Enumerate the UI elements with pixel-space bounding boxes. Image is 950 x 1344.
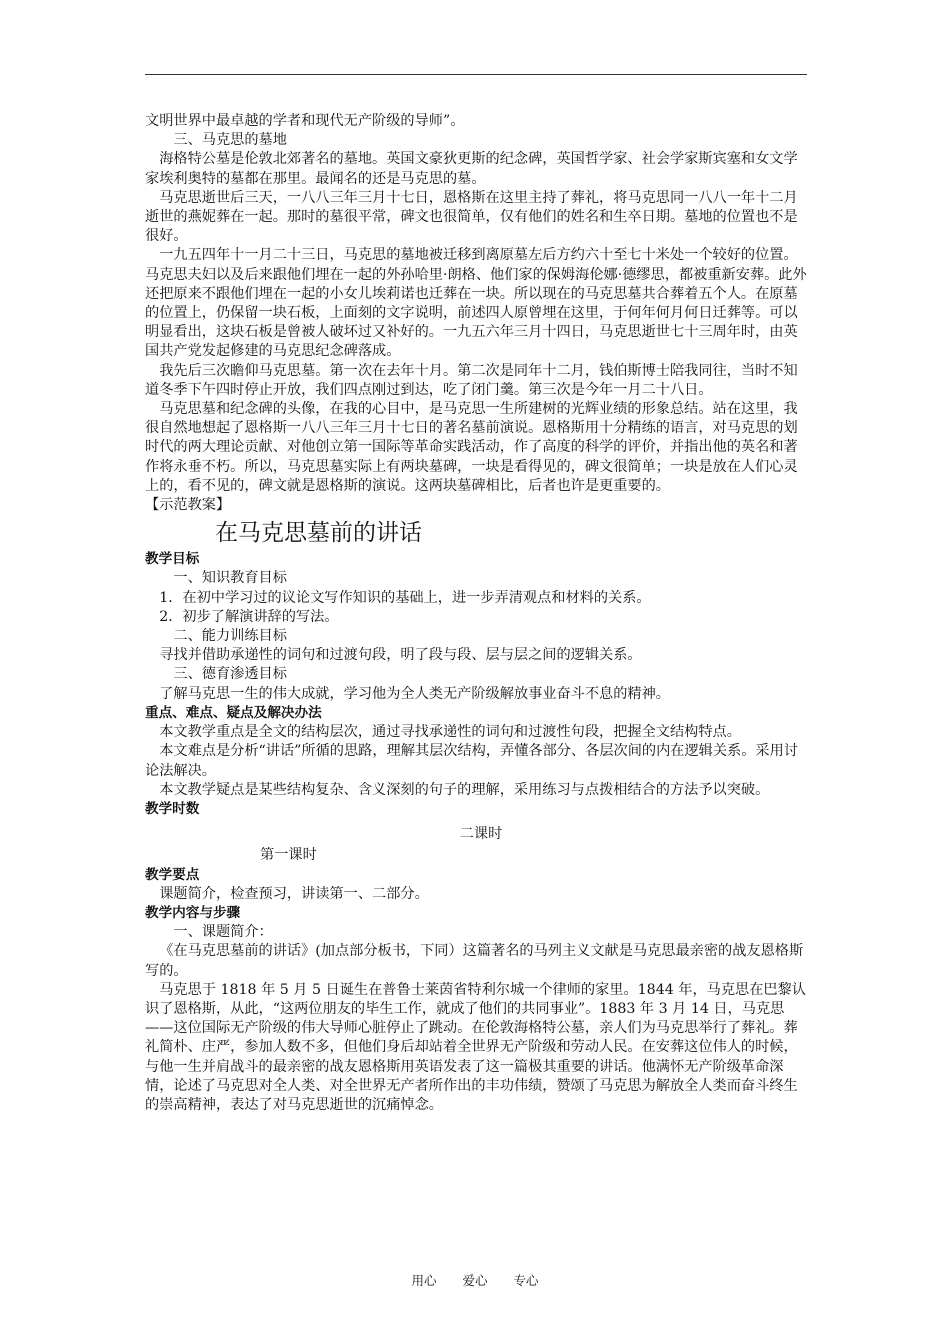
- paragraph: 二课时: [459, 826, 503, 843]
- paragraph: 马克思逝世后三天，一八八三年三月十七日，恩格斯在这里主持了葬礼，将马克思同一八八一年十二月逝世的燕妮葬在一起。那时的墓很平常，碑文也很简单，仅有他们的姓名和生卒日期。墓地的位置也不是很好。: [145, 189, 798, 245]
- section-heading: 教学内容与步骤: [145, 904, 241, 921]
- paragraph: 了解马克思一生的伟大成就，学习他为全人类无产阶级解放事业奋斗不息的精神。: [159, 685, 670, 702]
- paragraph: 《在马克思墓前的讲话》(加点部分板书，下同）这篇著名的马列主义文献是马克思最亲密的战友恩格斯写的。: [145, 943, 804, 979]
- paragraph: 2．初步了解演讲辞的写法。: [159, 608, 339, 625]
- section-heading: 教学要点: [145, 866, 200, 883]
- paragraph: 马克思墓和纪念碑的头像，在我的心目中，是马克思一生所建树的光辉业绩的形象总结。站在这里，我很自然地想起了恩格斯一八八三年三月十七日的著名墓前演说。恩格斯用十分精练的语言，对马克思的划时代的两大理论贡献、对他创立第一国际等革命实践活动，作了高度的科学的评价，并指出他的英名和著作将永垂不朽。所以，马克思墓实际上有两块墓碑，一块是看得见的，碑文很简单；一块是放在人们心灵上的，看不见的，碑文就是恩格斯的演说。这两块墓碑相比，后者也许是更重要的。: [145, 401, 798, 494]
- paragraph: 二、能力训练目标: [173, 628, 287, 645]
- paragraph: 马克思于 1818 年 5 月 5 日诞生在普鲁士莱茵省特利尔城一个律师的家里。1844 年，马克思在巴黎认识了恩格斯，从此，“这两位朋友的毕生工作，就成了他们的共同事业”。1883 年 3 月 14 日，马克思——这位国际无产阶级的伟大导师心脏停止了跳动。在伦敦海格特公墓，亲人们为马克思举行了葬礼。葬礼简朴、庄严，参加人数不多，但他们身后却站着全世界无产阶级和劳动人民。在安葬这位伟人的时候，与他一生并肩战斗的最亲密的战友恩格斯用英语发表了这一篇极其重要的讲话。他满怀无产阶级革命深情，论述了马克思对全人类、对全世界无产者所作出的丰功伟绩，赞颂了马克思为解放全人类而奋斗终生的崇高精神，表达了对马克思逝世的沉痛悼念。: [145, 981, 806, 1113]
- paragraph: 寻找并借助承递性的词句和过渡句段，明了段与段、层与层之间的逻辑关系。: [159, 647, 642, 664]
- paragraph: 本文难点是分析“讲话”所循的思路，理解其层次结构，弄懂各部分、各层次间的内在逻辑关系。采用讨论法解决。: [145, 743, 798, 779]
- section-heading: 重点、难点、疑点及解决办法: [145, 704, 322, 721]
- paragraph: 海格特公墓是伦敦北郊著名的墓地。英国文豪狄更斯的纪念碑，英国哲学家、社会学家斯宾塞和女文学家埃利奥特的墓都在那里。最闻名的还是马克思的墓。: [145, 151, 798, 187]
- paragraph: 课题简介，检查预习，讲读第一、二部分。: [159, 885, 429, 902]
- paragraph: 【示范教案】: [145, 497, 231, 514]
- paragraph: 第一课时: [260, 847, 317, 864]
- paragraph: 三、德育渗透目标: [173, 666, 287, 683]
- paragraph: 1．在初中学习过的议论文写作知识的基础上，进一步弄清观点和材料的关系。: [159, 589, 651, 606]
- paragraph: 文明世界中最卓越的学者和现代无产阶级的导师”。: [145, 113, 465, 129]
- lesson-title: 在马克思墓前的讲话: [215, 520, 422, 547]
- page-footer: 用心 爱心 专心: [411, 1273, 539, 1288]
- paragraph: 本文教学疑点是某些结构复杂、含义深刻的句子的理解，采用练习与点拨相结合的方法予以突破。: [159, 781, 770, 798]
- paragraph: 一、课题简介：: [173, 924, 273, 941]
- header-rule: [145, 74, 807, 75]
- paragraph: 三、马克思的墓地: [173, 132, 287, 149]
- section-heading: 教学目标: [145, 551, 200, 568]
- section-heading: 教学时数: [145, 800, 200, 817]
- paragraph: 本文教学重点是全文的结构层次，通过寻找承递性的词句和过渡性句段，把握全文结构特点。: [159, 724, 741, 741]
- document-body: [145, 112, 807, 1115]
- paragraph: 一、知识教育目标: [173, 570, 287, 587]
- paragraph: 一九五四年十一月二十三日，马克思的墓地被迁移到离原墓左后方约六十至七十米处一个较好的位置。马克思夫妇以及后来跟他们埋在一起的外孙哈里·朗格、他们家的保姆海伦娜·德缪思，都被重新安葬。此外还把原来不跟他们埋在一起的小女儿埃莉诺也迁葬在一块。所以现在的马克思墓共合葬着五个人。在原墓的位置上，仍保留一块石板，上面刻的文字说明，前述四人原曾埋在这里，于何年何月何日迁葬等。可以明显看出，这块石板是曾被人破坏过又补好的。一九五六年三月十四日，马克思逝世七十三周年时，由英国共产党发起修建的马克思纪念碑落成。: [145, 247, 807, 360]
- paragraph: 我先后三次瞻仰马克思墓。第一次在去年十月。第二次是同年十二月，钱伯斯博士陪我同往，当时不知道冬季下午四时停止开放，我们四点刚过到达，吃了闭门羹。第三次是今年一月二十八日。: [145, 362, 798, 398]
